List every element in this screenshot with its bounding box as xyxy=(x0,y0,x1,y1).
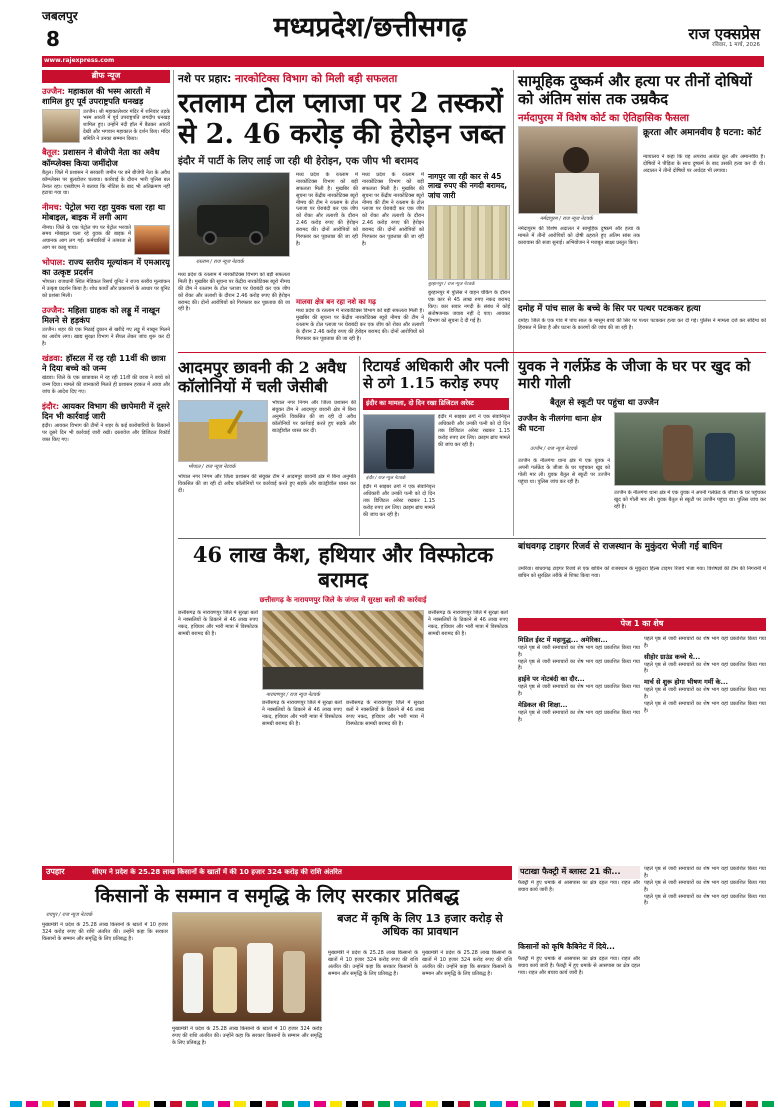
registration-swatch xyxy=(634,1101,646,1107)
registration-swatch xyxy=(298,1101,310,1107)
registration-swatch xyxy=(330,1101,342,1107)
registration-swatch xyxy=(442,1101,454,1107)
retired-body-b: इंदौर में साइबर ठगों ने एक सेवानिवृत्त अधिकारी और उनकी पत्नी को दो दिन तक डिजिटल अरेस्ट रखकर 1.15 करोड़ रुपए ठग लिए। क्राइम ब्रांच मामले की जांच कर रही है। xyxy=(363,484,435,518)
cash46-body-a: छत्तीसगढ़ के नारायणपुर जिले में सुरक्षा बलों ने नक्सलियों के ठिकाने से 46 लाख रुपए नकद, हथियार और भारी मात्रा में विस्फोटक सामग्री बरामद की है। xyxy=(178,610,258,637)
registration-swatch xyxy=(106,1101,118,1107)
brief-news-title: ब्रीफ न्यूज xyxy=(42,70,170,83)
youth-side-headline: उज्जैन के नीलगंगा थाना क्षेत्र की घटना xyxy=(518,414,602,433)
registration-swatch xyxy=(586,1101,598,1107)
youth-photo-caption: उज्जैन / राज न्यूज नेटवर्क xyxy=(530,446,578,452)
lead-body-a: मध्य प्रदेश के रतलाम में नारकोटिक्स विभाग को बड़ी सफलता मिली है। मुखबिर की सूचना पर केंद्रीय नारकोटिक्स ब्यूरो नीमच की टीम ने रतलाम के टोल प्लाजा पर घेराबंदी कर एक जीप को रोका और तलाशी के दौरान 2.46 करोड़ रुपए की हेरोइन बरामद की। दोनों आरोपियों को गिरफ्तार कर पूछताछ की जा रही है। xyxy=(296,172,358,247)
registration-swatch xyxy=(10,1101,22,1107)
cash46-photo-caption: नारायणपुर / राज न्यूज नेटवर्क xyxy=(266,692,320,698)
column-divider xyxy=(513,356,514,536)
page1-title: पेज 1 का शेष xyxy=(518,618,766,631)
youth-headline: युवक ने गर्लफ्रेंड के जीजा के घर पर खुद को मारी गोली xyxy=(518,358,751,393)
registration-swatch xyxy=(314,1101,326,1107)
registration-swatch xyxy=(74,1101,86,1107)
adampur-headline: आदमपुर छावनी की 2 अवैध कॉलोनियों में चली जेसीबी xyxy=(178,358,347,397)
registration-swatch xyxy=(394,1101,406,1107)
registration-swatch xyxy=(266,1101,278,1107)
registration-swatch xyxy=(26,1101,38,1107)
lead-headline: रतलाम टोल प्लाजा पर 2 तस्करों से 2. 46 करोड़ की हेरोइन जब्त xyxy=(178,88,505,151)
blast-headline: पटाखा फैक्ट्री में ब्लास्ट 21 की... xyxy=(518,866,640,879)
youth-body-a: उज्जैन के नीलगंगा थाना क्षेत्र में एक युवक ने अपनी गर्लफ्रेंड के जीजा के घर पहुंचकर खुद को गोली मार ली। युवक बैतूल से स्कूटी पर उज्जैन पहुंचा था। पुलिस जांच कर रही है। xyxy=(518,458,610,485)
upahar-body-b: मुख्यमंत्री ने प्रदेश के 25.28 लाख किसानों के खातों में 10 हजार 324 करोड़ रुपए की राशि अंतरित की। उन्होंने कहा कि सरकार किसानों के सम्मान और समृद्धि के लिए प्रतिबद्ध है। xyxy=(328,950,418,977)
brief-news-column xyxy=(42,86,170,866)
registration-swatch xyxy=(138,1101,150,1107)
registration-swatch xyxy=(202,1101,214,1107)
registration-swatch xyxy=(618,1101,630,1107)
registration-swatch xyxy=(458,1101,470,1107)
registration-swatch xyxy=(490,1101,502,1107)
adampur-body-b: भोपाल नगर निगम और जिला प्रशासन की संयुक्त टीम ने आदमपुर छावनी क्षेत्र में बिना अनुमति विकसित की जा रही दो अवैध कॉलोनियों पर कार्रवाई करते हुए सड़कें और बाउंड्रीवॉल ध्वस्त कर दीं। xyxy=(178,474,356,494)
city-label: जबलपुर xyxy=(42,9,78,23)
upahar-headline: किसानों के सम्मान व समृद्धि के लिए सरकार प्रतिबद्ध xyxy=(95,885,459,907)
lead-subhead: मालवा क्षेत्र बन रहा नशे का गढ़ xyxy=(296,298,376,306)
retired-body-a: इंदौर में साइबर ठगों ने एक सेवानिवृत्त अधिकारी और उनकी पत्नी को दो दिन तक डिजिटल अरेस्ट रखकर 1.15 करोड़ रुपए ठग लिए। क्राइम ब्रांच मामले की जांच कर रही है। xyxy=(438,414,510,448)
registration-swatch xyxy=(346,1101,358,1107)
brief-item: बैतूल: प्रशासन ने बीजेपी नेता का अवैध कॉम्प्लेक्स किया जमींदोज बैतूल। जिले में प्रशासन ने सरकारी जमीन पर बने बीजेपी नेता के अवैध कॉम्प्लेक्स पर बुलडोजर चलाया। कार्रवाई के दौरान भारी पुलिस बल तैनात रहा। एसडीएम ने बताया कि नोटिस के बाद भी अतिक्रमण नहीं हटाया गया था। xyxy=(42,147,170,197)
registration-swatch xyxy=(650,1101,662,1107)
registration-swatch xyxy=(378,1101,390,1107)
gangrape-side-body: न्यायालय ने कहा कि यह अपराध अत्यंत क्रूर और अमानवीय है। दोषियों ने पीड़िता के साथ दुष्कर्म के बाद उसकी हत्या कर दी थी। अदालत ने तीनों दोषियों पर अर्थदंड भी लगाया। xyxy=(643,154,765,174)
damoh-body: दमोह। जिले के एक गांव में पांच साल के मासूम बच्चे की सिर पर पत्थर पटककर हत्या कर दी गई। पुलिस ने मामला दर्ज कर संदिग्ध को हिरासत में लिया है और घटना के कारणों की जांच की जा रही है। xyxy=(518,318,766,331)
gangrape-photo xyxy=(518,126,638,214)
blast-body: फैक्ट्री में हुए धमाके से आसपास का क्षेत्र दहल गया। राहत और बचाव कार्य जारी है। xyxy=(518,880,640,893)
column-divider xyxy=(359,356,360,536)
upahar-photo-caption: रायपुर / राज न्यूज नेटवर्क xyxy=(46,912,93,918)
cash-caption: नागपुर जा रही कार से 45 लाख रुपए की नगदी बरामद, जांच जारी xyxy=(428,172,508,200)
registration-swatch xyxy=(90,1101,102,1107)
gangrape-photo-caption: नर्मदापुरम / राज न्यूज नेटवर्क xyxy=(540,216,593,222)
gangrape-subheadline: नर्मदापुरम में विशेष कोर्ट का ऐतिहासिक फैसला xyxy=(518,113,689,124)
brief-item: उज्जैन: महाकाल की भस्म आरती में शामिल हुए पूर्व उपराष्ट्रपति धनखड़ उज्जैन। श्री महाकालेश्वर मंदिर में शनिवार तड़के भस्म आरती में पूर्व उपराष्ट्रपति जगदीप धनखड़ शामिल हुए। उन्होंने नंदी हॉल में बैठकर आरती देखी और भगवान महाकाल के दर्शन किए। मंदिर समिति ने उनका सम्मान किया। xyxy=(42,86,170,142)
rule xyxy=(178,538,766,539)
brief-item: खंडवा: हॉस्टल में रह रही 11वीं की छात्रा ने दिया बच्चे को जन्म खंडवा। जिले के एक छात्रावास में रह रही 11वीं की छात्रा ने बच्चे को जन्म दिया। मामले की जानकारी मिलते ही प्रशासन हरकत में आया और जांच के आदेश दिए गए। xyxy=(42,352,170,395)
registration-swatch xyxy=(714,1101,726,1107)
youth-body-b: उज्जैन के नीलगंगा थाना क्षेत्र में एक युवक ने अपनी गर्लफ्रेंड के जीजा के घर पहुंचकर खुद को गोली मार ली। युवक बैतूल से स्कूटी पर उज्जैन पहुंचा था। पुलिस जांच कर रही है। xyxy=(614,490,766,510)
website-bar xyxy=(42,56,764,67)
page1-column-a: मिडिल ईस्ट में महायुद्ध... अमेरिका... पहले पृष्ठ से जारी समाचारों का शेष भाग यहां प्रकाशित किया गया है। पहले पृष्ठ से जारी समाचारों का शेष भाग यहां प्रकाशित किया गया है। हाईवे पर नोटबंदी का दौर... पहले पृष्ठ से जारी समाचारों का शेष भाग यहां प्रकाशित किया गया है। मेडिकल की शिक्षा... पहले पृष्ठ से जारी समाचारों का शेष भाग यहां प्रकाशित किया गया है। xyxy=(518,636,640,723)
adampur-photo-caption: भोपाल / राज न्यूज नेटवर्क xyxy=(188,464,236,470)
registration-swatch xyxy=(250,1101,262,1107)
registration-swatch xyxy=(570,1101,582,1107)
brief-photo xyxy=(134,225,170,255)
upahar-label: उपहार xyxy=(46,867,65,876)
lead-subheadline: इंदौर में पार्टी के लिए लाई जा रही थी हेरोइन, एक जीप भी बरामद xyxy=(178,156,419,167)
registration-swatch xyxy=(58,1101,70,1107)
registration-swatch xyxy=(410,1101,422,1107)
lead-body-d: मध्य प्रदेश के रतलाम में नारकोटिक्स विभाग को बड़ी सफलता मिली है। मुखबिर की सूचना पर केंद्रीय नारकोटिक्स ब्यूरो नीमच की टीम ने रतलाम के टोल प्लाजा पर घेराबंदी कर एक जीप को रोका और तलाशी के दौरान 2.46 करोड़ रुपए की हेरोइन बरामद की। दोनों आरोपियों को गिरफ्तार कर पूछताछ की जा रही है। xyxy=(296,308,424,342)
section-title: मध्यप्रदेश/छत्तीसगढ़ xyxy=(273,12,467,43)
registration-swatch xyxy=(122,1101,134,1107)
youth-photo xyxy=(614,412,766,486)
cash46-body-c: छत्तीसगढ़ के नारायणपुर जिले में सुरक्षा बलों ने नक्सलियों के ठिकाने से 46 लाख रुपए नकद, हथियार और भारी मात्रा में विस्फोटक सामग्री बरामद की है। xyxy=(346,700,424,727)
blast-body-2: फैक्ट्री में हुए धमाके से आसपास का क्षेत्र दहल गया। राहत और बचाव कार्य जारी है। फैक्ट्री में हुए धमाके से आसपास का क्षेत्र दहल गया। राहत और बचाव कार्य जारी है। xyxy=(518,956,640,976)
retired-subheadline: इंदौर का मामला, दो दिन रखा डिजिटल अरेस्ट xyxy=(363,398,509,410)
lead-kicker: नशे पर प्रहार: नारकोटिक्स विभाग को मिली बड़ी सफलता xyxy=(178,73,398,85)
page-number: 8 xyxy=(46,27,60,51)
registration-swatch xyxy=(234,1101,246,1107)
upahar-body-d: मुख्यमंत्री ने प्रदेश के 25.28 लाख किसानों के खातों में 10 हजार 324 करोड़ रुपए की राशि अंतरित की। उन्होंने कहा कि सरकार किसानों के सम्मान और समृद्धि के लिए प्रतिबद्ध है। xyxy=(172,1026,322,1046)
adampur-photo xyxy=(178,400,268,462)
website-url[interactable]: www.rajexpress.com xyxy=(44,57,115,64)
rule xyxy=(518,300,766,301)
registration-swatch xyxy=(762,1101,774,1107)
registration-swatch xyxy=(474,1101,486,1107)
registration-swatch xyxy=(554,1101,566,1107)
blast-headline-2: किसानों को कृषि कैबिनेट में दिये... xyxy=(518,942,615,951)
lead-body-b: मध्य प्रदेश के रतलाम में नारकोटिक्स विभाग को बड़ी सफलता मिली है। मुखबिर की सूचना पर केंद्रीय नारकोटिक्स ब्यूरो नीमच की टीम ने रतलाम के टोल प्लाजा पर घेराबंदी कर एक जीप को रोका और तलाशी के दौरान 2.46 करोड़ रुपए की हेरोइन बरामद की। दोनों आरोपियों को गिरफ्तार कर पूछताछ की जा रही है। xyxy=(362,172,424,247)
cash46-body-b: छत्तीसगढ़ के नारायणपुर जिले में सुरक्षा बलों ने नक्सलियों के ठिकाने से 46 लाख रुपए नकद, हथियार और भारी मात्रा में विस्फोटक सामग्री बरामद की है। xyxy=(262,700,342,727)
upahar-strip-text: सीएम ने प्रदेश के 25.28 लाख किसानों के खातों में की 10 हजार 324 करोड़ की राशि अंतरित xyxy=(92,868,342,876)
brief-item: नीमच: पेट्रोल भरा रहा युवक चला रहा था मोबाइल, बाइक में लगी आग नीमच। जिले के एक पेट्रोल पंप पर पेट्रोल भरवाते समय मोबाइल चला रहे युवक की बाइक में अचानक आग लग गई। कर्मचारियों ने तत्परता से आग पर काबू पाया। xyxy=(42,202,170,252)
registration-swatch xyxy=(682,1101,694,1107)
damoh-headline: दमोह में पांच साल के बच्चे के सिर पर पत्थर पटककर हत्या xyxy=(518,304,701,314)
brief-item: उज्जैन: महिला ग्राहक को लड्डू में नाखून मिलने से हड़कंप उज्जैन। शहर की एक मिठाई दुकान से खरीदे गए लड्डू में नाखून मिलने का आरोप लगा। खाद्य सुरक्षा विभाग ने सैंपल लेकर जांच शुरू कर दी है। xyxy=(42,304,170,347)
tiger-body: उमरिया। बांधवगढ़ टाइगर रिजर्व से एक बाघिन को राजस्थान के मुकुंदरा हिल्स टाइगर रिजर्व भेजा गया। विशेषज्ञों की टीम की निगरानी में बाघिन को सुरक्षित तरीके से शिफ्ट किया गया। xyxy=(518,566,766,579)
gangrape-side-headline: क्रूरता और अमानवीय है घटना: कोर्ट xyxy=(643,128,762,138)
column-divider xyxy=(173,70,174,863)
registration-swatch xyxy=(522,1101,534,1107)
registration-swatch xyxy=(426,1101,438,1107)
registration-swatch xyxy=(218,1101,230,1107)
gangrape-body: नर्मदापुरम की विशेष अदालत ने सामूहिक दुष्कर्म और हत्या के मामले में तीनों आरोपियों को दोषी ठहराते हुए अंतिम सांस तक कारावास की सजा सुनाई। अभियोजन ने मजबूत साक्ष्य प्रस्तुत किए। xyxy=(518,226,640,246)
cash46-subheadline: छत्तीसगढ़ के नारायणपुर जिले के जंगल में सुरक्षा बलों की कार्रवाई xyxy=(259,596,427,604)
page1-column-c: पहले पृष्ठ से जारी समाचारों का शेष भाग यहां प्रकाशित किया गया है। पहले पृष्ठ से जारी समाचारों का शेष भाग यहां प्रकाशित किया गया है। पहले पृष्ठ से जारी समाचारों का शेष भाग यहां प्रकाशित किया गया है। xyxy=(644,866,766,907)
registration-swatch xyxy=(170,1101,182,1107)
rule xyxy=(178,352,766,353)
retired-photo-caption: इंदौर / राज न्यूज नेटवर्क xyxy=(366,476,406,481)
upahar-side-headline: बजट में कृषि के लिए 13 हजार करोड़ से अधिक का प्रावधान xyxy=(337,912,503,939)
upahar-body-c: मुख्यमंत्री ने प्रदेश के 25.28 लाख किसानों के खातों में 10 हजार 324 करोड़ रुपए की राशि अंतरित की। उन्होंने कहा कि सरकार किसानों के सम्मान और समृद्धि के लिए प्रतिबद्ध है। xyxy=(422,950,512,977)
cash46-headline: 46 लाख कैश, हथियार और विस्फोटक बरामद xyxy=(192,542,494,593)
tiger-headline: बांधवगढ़ टाइगर रिजर्व से राजस्थान के मुकुंदरा भेजी गई बाघिन xyxy=(518,542,723,552)
registration-swatch xyxy=(42,1101,54,1107)
cash46-photo xyxy=(262,610,424,690)
registration-swatch xyxy=(698,1101,710,1107)
cash-photo xyxy=(428,205,510,280)
youth-subheadline: बैतूल से स्कूटी पर पहुंचा था उज्जैन xyxy=(550,398,659,408)
registration-swatch xyxy=(602,1101,614,1107)
gangrape-headline: सामूहिक दुष्कर्म और हत्या पर तीनों दोषियों को अंतिम सांस तक उम्रकैद xyxy=(518,72,752,108)
retired-photo xyxy=(363,414,435,474)
page1-column-b: पहले पृष्ठ से जारी समाचारों का शेष भाग यहां प्रकाशित किया गया है। सीहोर ग्राउंड कच्चे थे... पहले पृष्ठ से जारी समाचारों का शेष भाग यहां प्रकाशित किया गया है। मार्च से शुरू होगा भीषण गर्मी के... पहले पृष्ठ से जारी समाचारों का शेष भाग यहां प्रकाशित किया गया है। पहले पृष्ठ से जारी समाचारों का शेष भाग यहां प्रकाशित किया गया है। xyxy=(644,636,766,714)
brief-photo xyxy=(42,109,80,143)
registration-swatch xyxy=(538,1101,550,1107)
cash46-body-d: छत्तीसगढ़ के नारायणपुर जिले में सुरक्षा बलों ने नक्सलियों के ठिकाने से 46 लाख रुपए नकद, हथियार और भारी मात्रा में विस्फोटक सामग्री बरामद की है। xyxy=(428,610,508,637)
registration-swatch xyxy=(154,1101,166,1107)
brief-item: इंदौर: आयकर विभाग की छापेमारी में दूसरे दिन भी कार्रवाई जारी इंदौर। आयकर विभाग की टीमों ने शहर के कई कारोबारियों के ठिकानों पर दूसरे दिन भी कार्रवाई जारी रखी। दस्तावेज और डिजिटल रिकॉर्ड जब्त किए गए। xyxy=(42,400,170,443)
lead-body-c: मध्य प्रदेश के रतलाम में नारकोटिक्स विभाग को बड़ी सफलता मिली है। मुखबिर की सूचना पर केंद्रीय नारकोटिक्स ब्यूरो नीमच की टीम ने रतलाम के टोल प्लाजा पर घेराबंदी कर एक जीप को रोका और तलाशी के दौरान 2.46 करोड़ रुपए की हेरोइन बरामद की। दोनों आरोपियों को गिरफ्तार कर पूछताछ की जा रही है। xyxy=(178,272,290,313)
paper-name: राज एक्सप्रेस xyxy=(688,25,760,43)
registration-swatch xyxy=(186,1101,198,1107)
registration-swatch xyxy=(362,1101,374,1107)
registration-swatch xyxy=(746,1101,758,1107)
cash-photo-caption: बुरहानपुर / राज न्यूज नेटवर्क xyxy=(428,282,475,287)
adampur-body-a: भोपाल नगर निगम और जिला प्रशासन की संयुक्त टीम ने आदमपुर छावनी क्षेत्र में बिना अनुमति विकसित की जा रही दो अवैध कॉलोनियों पर कार्रवाई करते हुए सड़कें और बाउंड्रीवॉल ध्वस्त कर दीं। xyxy=(272,400,356,434)
registration-swatch xyxy=(506,1101,518,1107)
retired-headline: रिटायर्ड अधिकारी और पत्नी से ठगे 1.15 करोड़ रुपए xyxy=(363,358,509,393)
upahar-photo xyxy=(172,912,322,1022)
date-line: रविवार, 1 मार्च, 2026 xyxy=(712,42,760,48)
cash-body: बुरहानपुर में पुलिस ने वाहन चेकिंग के दौरान एक कार से 45 लाख रुपए नकद बरामद किए। कार सवार नगदी के संबंध में कोई संतोषजनक जवाब नहीं दे पाए। आयकर विभाग को सूचना दे दी गई है। xyxy=(428,290,510,324)
lead-photo xyxy=(178,172,290,257)
registration-swatch xyxy=(730,1101,742,1107)
color-strip xyxy=(0,1100,778,1108)
brief-item: भोपाल: राज्य स्तरीय मूल्यांकन में एमआरयू का उत्कृष्ट प्रदर्शन भोपाल। राजधानी स्थित मेडिकल रिसर्च यूनिट ने राज्य स्तरीय मूल्यांकन में उत्कृष्ट प्रदर्शन किया है। शोध कार्यों और प्रकाशनों के आधार पर यूनिट को प्रशंसा मिली। xyxy=(42,256,170,299)
registration-swatch xyxy=(282,1101,294,1107)
upahar-body-a: मुख्यमंत्री ने प्रदेश के 25.28 लाख किसानों के खातों में 10 हजार 324 करोड़ रुपए की राशि अंतरित की। उन्होंने कहा कि सरकार किसानों के सम्मान और समृद्धि के लिए प्रतिबद्ध है। xyxy=(42,922,168,942)
lead-photo-caption: रतलाम / राज न्यूज नेटवर्क xyxy=(196,259,244,265)
registration-swatch xyxy=(666,1101,678,1107)
